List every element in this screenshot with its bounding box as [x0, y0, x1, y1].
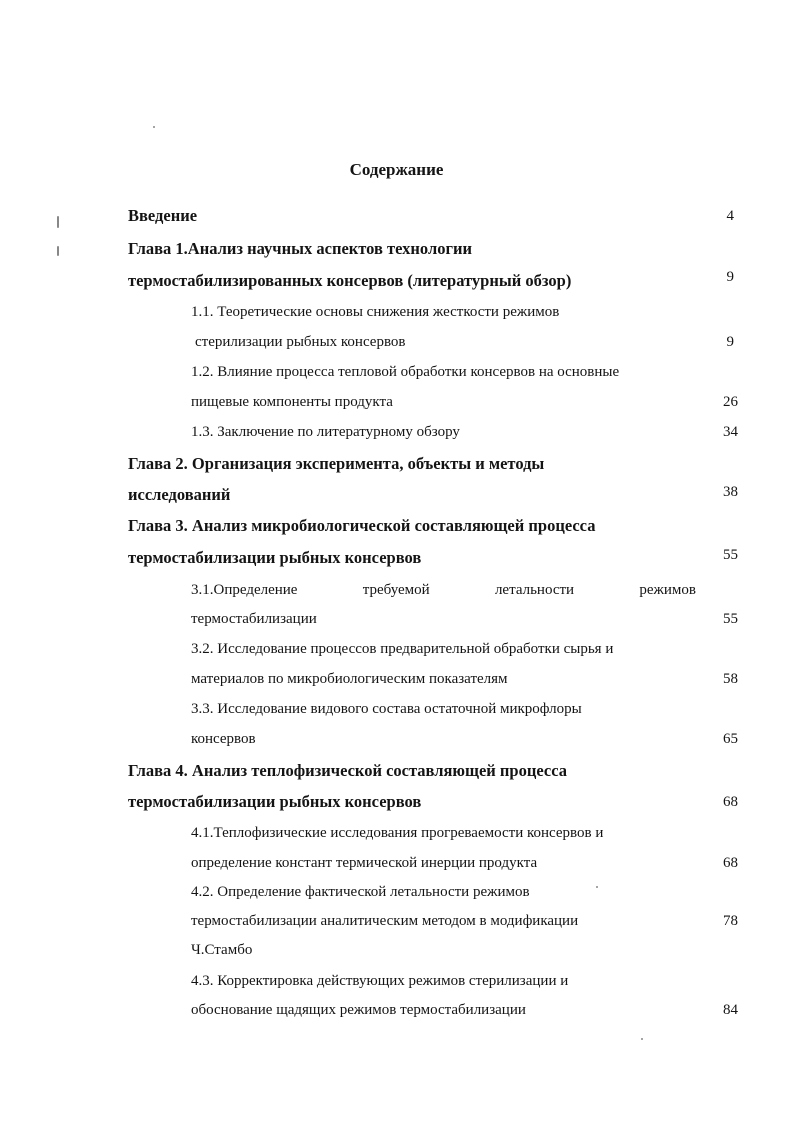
toc-3-1-line1	[191, 580, 696, 600]
toc-ch3-line1: Глава 3. Анализ микробиологической составляющей процесса	[128, 516, 596, 535]
page-title: Содержание	[349, 160, 444, 179]
toc-1-2-line2: пищевые компоненты продукта	[191, 394, 393, 410]
toc-3-3-line1: 3.3. Исследование видового состава остаточной микрофлоры	[191, 701, 582, 717]
toc-4-3-line1: 4.3. Корректировка действующих режимов стерилизации и	[191, 973, 569, 989]
toc-4-1-line1: 4.1.Теплофизические исследования прогреваемости консервов и	[191, 825, 604, 841]
toc-3-1-line2: термостабилизации	[191, 611, 317, 627]
toc-ch1-line2: термостабилизированных консервов (литературный обзор)	[128, 271, 572, 290]
toc-ch2-line2: исследований	[128, 485, 231, 504]
toc-1-1-line1: 1.1. Теоретические основы снижения жесткости режимов	[191, 304, 560, 320]
toc-3-2-page: 58	[723, 671, 738, 687]
toc-ch3-line2: термостабилизации рыбных консервов	[128, 548, 422, 567]
toc-1-1-line2: стерилизации рыбных консервов	[195, 334, 406, 350]
toc-3-1-word3: летальности	[494, 582, 575, 598]
toc-4-3-page: 84	[723, 1002, 738, 1018]
scan-speck	[596, 886, 598, 888]
toc-ch4-page: 68	[723, 794, 738, 810]
toc-4-2-page: 78	[723, 913, 738, 929]
toc-1-3-page: 34	[723, 424, 738, 440]
toc-1-2-page: 26	[723, 394, 738, 410]
toc-4-3-line2: обоснование щадящих режимов термостабилизации	[191, 1002, 526, 1018]
toc-intro-page: 4	[726, 208, 734, 224]
scan-speck	[641, 1038, 643, 1040]
toc-3-2-line2: материалов по микробиологическим показателям	[191, 671, 508, 687]
toc-4-2-line1: 4.2. Определение фактической летальности режимов	[191, 884, 530, 900]
toc-4-2-line2: термостабилизации аналитическим методом в модификации	[191, 913, 579, 929]
toc-ch3-page: 55	[723, 547, 738, 563]
toc-4-2-line3: Ч.Стамбо	[191, 942, 253, 958]
toc-1-2-line1: 1.2. Влияние процесса тепловой обработки консервов на основные	[191, 364, 620, 380]
toc-3-1-word1: 3.1.Определение	[191, 582, 298, 598]
scan-speck	[57, 246, 59, 256]
toc-3-1-word2: требуемой	[362, 582, 430, 598]
toc-ch2-line1: Глава 2. Организация эксперимента, объекты и методы	[128, 454, 545, 473]
toc-ch2-page: 38	[723, 484, 738, 500]
toc-3-1-page: 55	[723, 611, 738, 627]
scan-speck	[153, 126, 155, 128]
toc-3-3-page: 65	[723, 731, 738, 747]
toc-4-1-line2: определение констант термической инерции продукта	[191, 855, 538, 871]
toc-3-3-line2: консервов	[191, 731, 256, 747]
toc-1-1-page: 9	[726, 334, 734, 350]
toc-ch1-page: 9	[726, 269, 734, 285]
toc-4-1-page: 68	[723, 855, 738, 871]
toc-intro-label: Введение	[128, 206, 198, 225]
toc-3-1-word4: режимов	[639, 582, 696, 598]
toc-1-3-line1: 1.3. Заключение по литературному обзору	[191, 424, 460, 440]
scan-speck	[57, 216, 59, 228]
toc-ch4-line2: термостабилизации рыбных консервов	[128, 792, 422, 811]
toc-ch4-line1: Глава 4. Анализ теплофизической составляющей процесса	[128, 761, 567, 780]
toc-3-2-line1: 3.2. Исследование процессов предварительной обработки сырья и	[191, 641, 614, 657]
toc-ch1-line1: Глава 1.Анализ научных аспектов технологии	[128, 239, 472, 258]
